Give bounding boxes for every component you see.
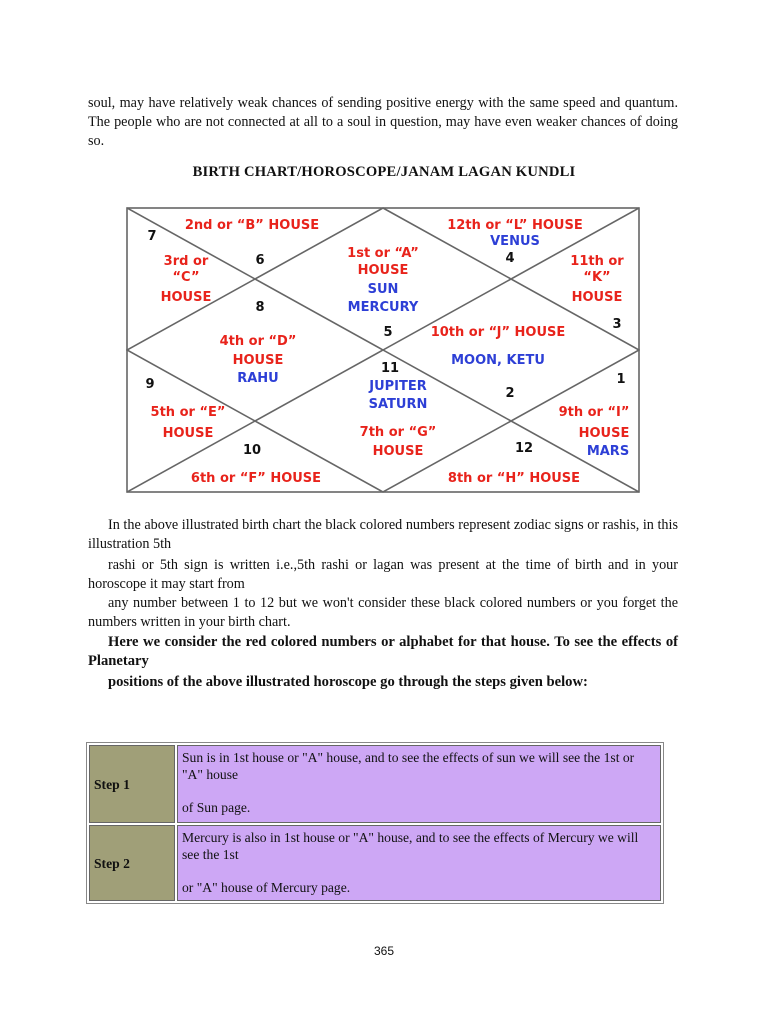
planet-label: MERCURY: [347, 300, 419, 315]
step-text-line: or "A" house of Mercury page.: [182, 880, 351, 895]
planet-label: MARS: [586, 444, 630, 459]
sign-number: 9: [145, 377, 155, 392]
house-label: 4th or “D”: [219, 334, 297, 349]
explanation-paragraph-2: rashi or 5th sign is written i.e.,5th rashi or lagan was present at the time of birth and in your horoscope it may start from: [88, 557, 678, 592]
house-label: 2nd or “B” HOUSE: [184, 218, 320, 233]
instruction-paragraph-1: Here we consider the red colored numbers or alphabet for that house. To see the effects of Planetary: [88, 634, 678, 669]
step-label: Step 2: [89, 825, 175, 901]
step-label: Step 1: [89, 745, 175, 823]
house-label: 3rd or: [163, 254, 209, 269]
house-label: HOUSE: [232, 353, 284, 368]
top-paragraph: soul, may have relatively weak chances of sending positive energy with the same speed and quantum. The people who are not connected at all to a soul in question, may have even weaker chances of doing so.: [88, 95, 678, 149]
birth-chart: [126, 207, 640, 493]
explanation-paragraph-1: In the above illustrated birth chart the black colored numbers represent zodiac signs or rashis, in this illustration 5th: [88, 517, 678, 552]
planet-label: JUPITER: [369, 379, 427, 394]
steps-table: [86, 742, 664, 904]
step-text: [177, 745, 661, 823]
sign-number: 4: [505, 251, 515, 266]
sign-number: 8: [255, 300, 265, 315]
sign-number: 7: [147, 229, 157, 244]
house-label: 12th or “L” HOUSE: [447, 218, 583, 233]
sign-number: 3: [612, 317, 622, 332]
step-text-line: Mercury is also in 1st house or "A" house, and to see the effects of Mercury we will see the 1st: [182, 830, 639, 862]
sign-number: 1: [616, 372, 626, 387]
house-label: 8th or “H” HOUSE: [447, 471, 581, 486]
house-label: 7th or “G”: [359, 425, 437, 440]
page-number: 365: [373, 944, 395, 958]
chart-heading: BIRTH CHART/HOROSCOPE/JANAM LAGAN KUNDLI: [192, 164, 576, 180]
table-row: [89, 745, 661, 823]
sign-number: 2: [505, 386, 515, 401]
house-label: 11th or: [570, 254, 624, 269]
table-row: [89, 825, 661, 901]
planet-label: VENUS: [490, 234, 540, 249]
sign-number: 12: [514, 441, 534, 456]
sign-number: 11: [380, 361, 400, 376]
planet-label: SUN: [367, 282, 399, 297]
house-label: “C”: [172, 270, 200, 285]
sign-number: 5: [383, 325, 393, 340]
house-label: HOUSE: [578, 426, 630, 441]
house-label: HOUSE: [357, 263, 409, 278]
explanation-paragraph-3: any number between 1 to 12 but we won't consider these black colored numbers or you forget the numbers written in your birth chart.: [88, 595, 678, 630]
house-label: 10th or “J” HOUSE: [430, 325, 566, 340]
sign-number: 6: [255, 253, 265, 268]
house-label: 1st or “A”: [347, 246, 419, 261]
house-label: 5th or “E”: [150, 405, 226, 420]
house-label: 6th or “F” HOUSE: [190, 471, 322, 486]
step-text-line: Sun is in 1st house or "A" house, and to see the effects of sun we will see the 1st or "A" house: [182, 750, 635, 782]
house-label: “K”: [583, 270, 611, 285]
planet-label: SATURN: [368, 397, 428, 412]
house-label: HOUSE: [160, 290, 212, 305]
house-label: 9th or “I”: [558, 405, 630, 420]
step-text-line: of Sun page.: [182, 800, 251, 815]
sign-number: 10: [242, 443, 262, 458]
house-label: HOUSE: [372, 444, 424, 459]
step-text: [177, 825, 661, 901]
planet-label: RAHU: [237, 371, 279, 386]
house-label: HOUSE: [162, 426, 214, 441]
house-label: HOUSE: [571, 290, 623, 305]
planet-label: MOON, KETU: [451, 353, 545, 368]
instruction-paragraph-2: positions of the above illustrated horoscope go through the steps given below:: [108, 674, 588, 690]
